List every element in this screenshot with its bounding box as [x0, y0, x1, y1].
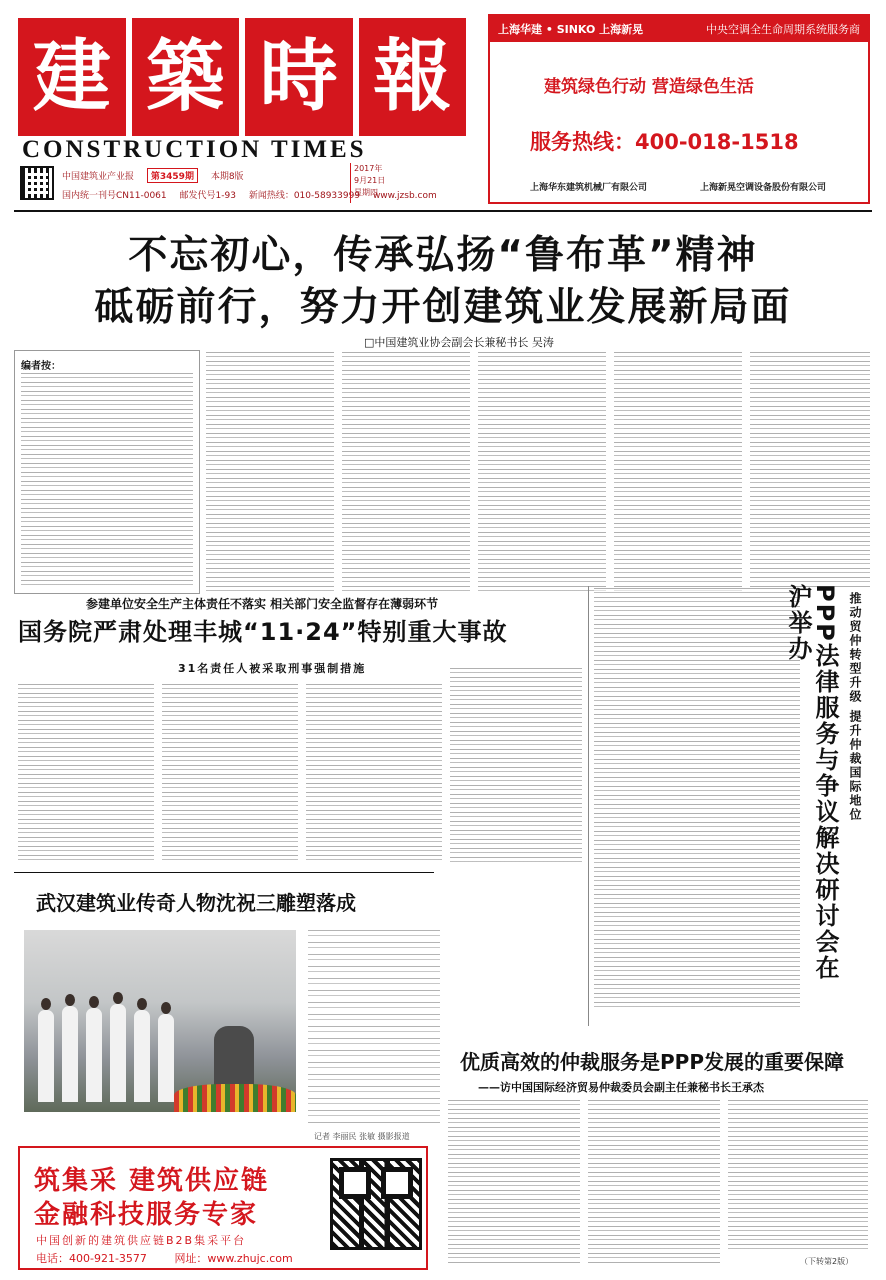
- flower-display: [174, 1084, 296, 1112]
- website-link[interactable]: www.jzsb.com: [372, 191, 437, 201]
- lead-byline: □中国建筑业协会副会长兼秘书长 吴涛: [364, 336, 554, 349]
- masthead-char: 時: [245, 18, 353, 136]
- ad-slogan: 建筑绿色行动 营造绿色生活: [544, 77, 754, 97]
- article-column: [750, 352, 870, 588]
- editorial-label: 编者按：: [21, 361, 61, 372]
- interview-headline[interactable]: 优质高效的仲裁服务是PPP发展的重要保障: [460, 1050, 844, 1074]
- article-column: [306, 684, 442, 864]
- photo-person: [62, 1006, 78, 1102]
- top-advertisement[interactable]: [488, 14, 870, 204]
- news-hotline: 新闻热线：010-58933999: [248, 191, 361, 201]
- masthead-char: 建: [18, 18, 126, 136]
- ad-company-right: 上海新晃空调设备股份有限公司: [700, 183, 827, 193]
- story2-subhead: 31名责任人被采取刑事强制措施: [178, 662, 367, 675]
- qr-code-icon: [330, 1158, 422, 1250]
- issue-info-row: [62, 168, 254, 183]
- photo-person: [110, 1004, 126, 1102]
- photo-person: [158, 1014, 174, 1102]
- ad-contact: [36, 1250, 317, 1266]
- ad-line2: 金融科技服务专家: [34, 1200, 259, 1230]
- registration-number: 国内统一刊号CN11-0061: [62, 191, 167, 201]
- article-column: [342, 352, 470, 592]
- issue-day: 9月21日: [354, 176, 386, 185]
- ad-banner-text: 中央空调全生命周期系统服务商: [706, 23, 860, 36]
- ppp-headline[interactable]: PPP法律服务与争议解决研讨会在沪举办: [784, 584, 839, 981]
- ad-hotline: 服务热线：400-018-1518: [530, 130, 799, 154]
- postal-code: 邮发代号1-93: [179, 191, 236, 201]
- article-column: [450, 668, 582, 864]
- ad-banner: [490, 16, 868, 42]
- lead-headline-line2[interactable]: 砥砺前行，努力开创建筑业发展新局面: [94, 285, 792, 330]
- ad-tagline: 中国创新的建筑供应链B2B集采平台: [36, 1234, 247, 1247]
- interview-subhead: ——访中国国际经济贸易仲裁委员会副主任兼秘书长王承杰: [478, 1081, 764, 1094]
- editorial-note: [14, 350, 200, 594]
- ad-company-left: 上海华东建筑机械厂有限公司: [530, 183, 648, 193]
- article-column: [728, 1100, 868, 1250]
- continued-note: （下转第2版）: [800, 1257, 854, 1266]
- lead-headline-line1[interactable]: 不忘初心，传承弘扬“鲁布革”精神: [128, 233, 758, 278]
- article-column: [614, 352, 742, 592]
- masthead-english: CONSTRUCTION TIMES: [22, 136, 367, 163]
- ppp-subhead: 推动贸仲转型升级 提升仲裁国际地位: [848, 592, 862, 823]
- ppp-article-text: [594, 588, 800, 1008]
- ad-brand: 上海华建 • SINKO 上海新晃: [498, 23, 644, 36]
- paper-category: 中国建筑业产业报: [62, 172, 135, 182]
- masthead-char: 築: [132, 18, 240, 136]
- article-column: [448, 1100, 580, 1264]
- ad-website[interactable]: 网址：www.zhujc.com: [174, 1252, 293, 1265]
- article-column: [206, 352, 334, 592]
- section-divider: [14, 872, 434, 873]
- article-column: [478, 352, 606, 592]
- editorial-text: [21, 373, 193, 587]
- story2-headline[interactable]: 国务院严肃处理丰城“11·24”特别重大事故: [18, 618, 508, 646]
- bottom-advertisement[interactable]: [18, 1146, 428, 1270]
- article-column: [18, 684, 154, 864]
- ad-phone: 电话：400-921-3577: [36, 1252, 147, 1265]
- column-rule: [588, 586, 589, 1026]
- article-column: [588, 1100, 720, 1264]
- photo-person: [86, 1008, 102, 1102]
- issue-weekday: 星期四: [354, 188, 378, 197]
- photo-person: [134, 1010, 150, 1102]
- masthead-divider: [14, 210, 872, 212]
- page-count: 本期8版: [210, 172, 244, 182]
- qr-code-icon: [20, 166, 54, 200]
- ad-line1: 筑集采 建筑供应链: [34, 1166, 270, 1196]
- wuhan-caption: 记者 李丽民 张敏 摄影报道: [314, 1132, 410, 1141]
- issue-year: 2017年: [354, 164, 383, 173]
- masthead-title: [18, 18, 466, 136]
- article-column: [162, 684, 298, 864]
- wuhan-article-text: [308, 930, 440, 1126]
- photo-person: [38, 1010, 54, 1102]
- issue-number: 第3459期: [147, 168, 198, 183]
- sculpture-unveiling-photo: [24, 930, 296, 1112]
- masthead-char: 報: [359, 18, 467, 136]
- story2-kicker: 参建单位安全生产主体责任不落实 相关部门安全监督存在薄弱环节: [86, 597, 439, 611]
- issue-date: [350, 163, 470, 203]
- sculpture: [214, 1026, 254, 1090]
- wuhan-headline[interactable]: 武汉建筑业传奇人物沈祝三雕塑落成: [36, 891, 356, 915]
